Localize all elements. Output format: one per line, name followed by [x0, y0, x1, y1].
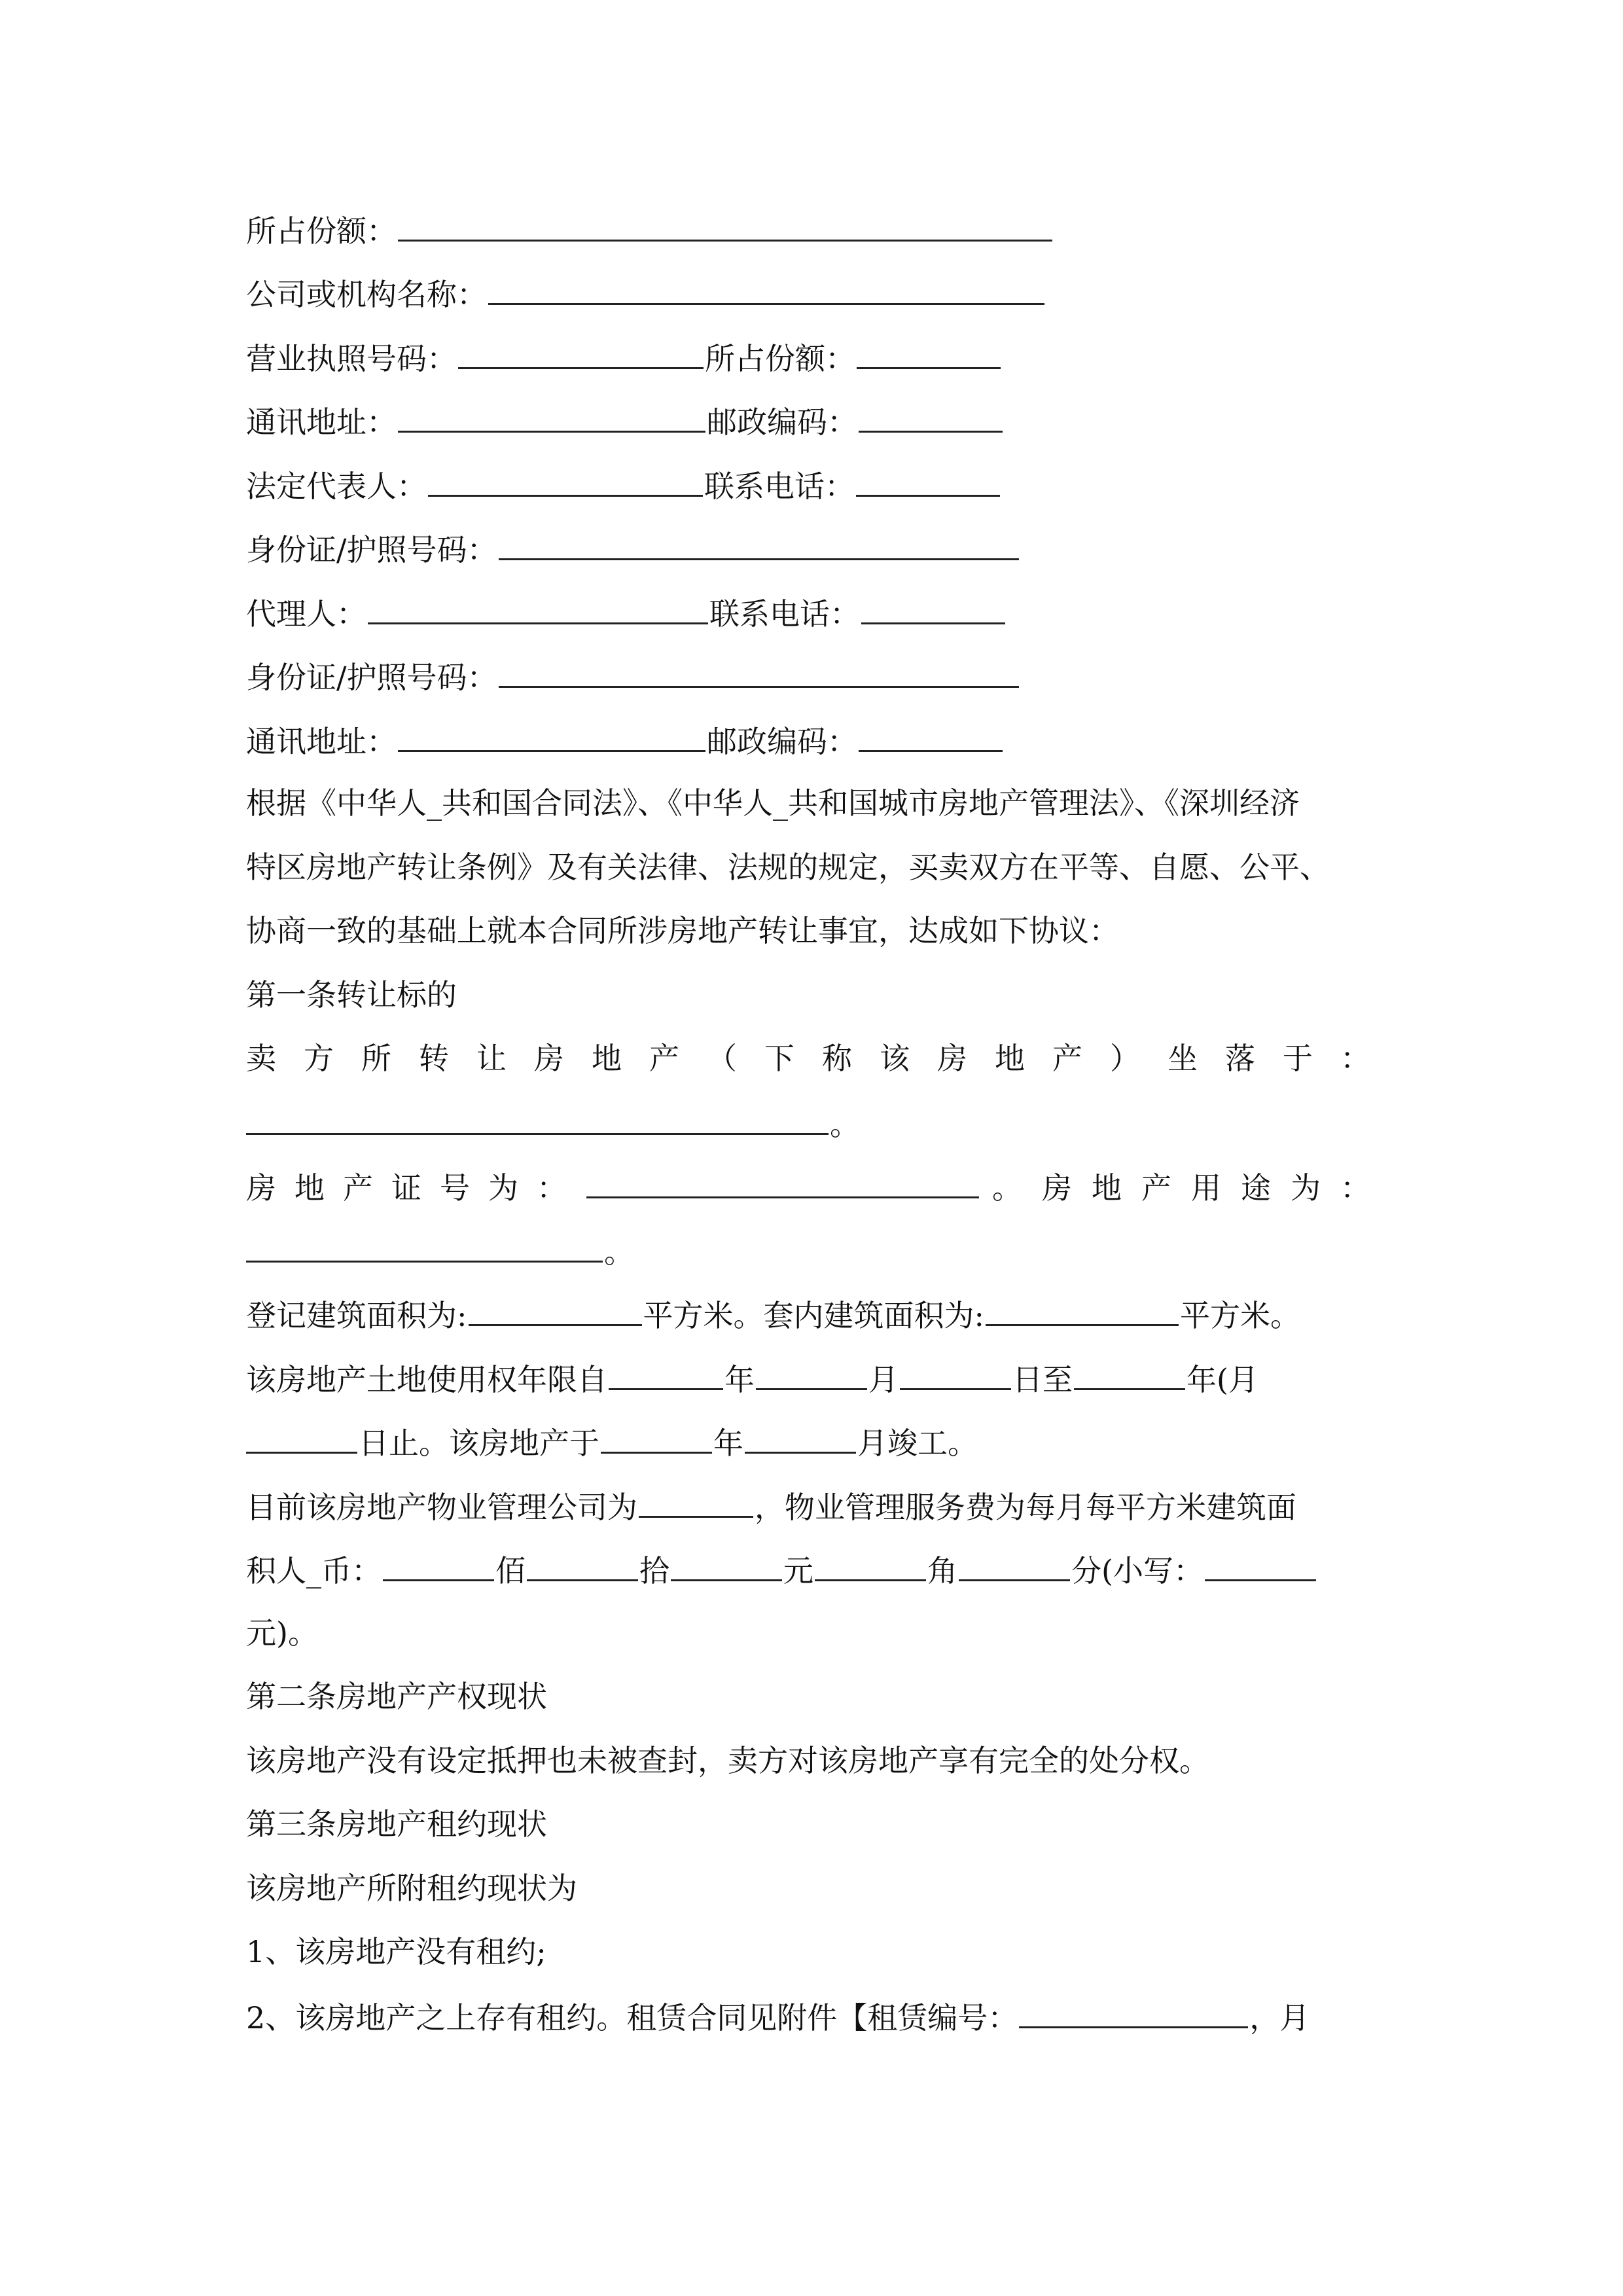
inner-area-blank[interactable]	[986, 1287, 1179, 1326]
lease-no-blank[interactable]	[1019, 1990, 1248, 2028]
preamble-line-3: 协商一致的基础上就本合同所涉房地产转让事宜，达成如下协议：	[246, 913, 1119, 948]
share-label: 所占份额：	[246, 213, 397, 249]
fee-shi-blank[interactable]	[527, 1543, 638, 1581]
address-row-1	[246, 394, 1004, 446]
registered-area-label: 登记建筑面积为:	[246, 1298, 467, 1333]
agent-row	[246, 586, 1007, 638]
location-label: 卖方所转让房地产（下称该房地产）坐落于：	[246, 1041, 1398, 1076]
cert-label: 房地产证号为：	[246, 1170, 585, 1206]
built-month-text: 月竣工。	[857, 1426, 978, 1461]
fee-yuan-blank[interactable]	[671, 1543, 782, 1581]
article-2-title: 第二条房地产产权现状	[246, 1679, 547, 1714]
mgmt-label: 目前该房地产物业管理公司为	[246, 1490, 637, 1525]
phone-label-1: 联系电话：	[704, 469, 855, 504]
mgmt-company-blank[interactable]	[639, 1479, 753, 1518]
company-name-blank[interactable]	[488, 266, 1044, 305]
id-row-1	[246, 522, 1020, 574]
lease-label: 2、该房地产之上存有租约。租赁合同见附件【租赁编号：	[246, 2000, 1018, 2036]
postcode-label-2: 邮政编码：	[707, 724, 857, 759]
land-use-row	[246, 1352, 1258, 1404]
location-blank[interactable]	[246, 1096, 829, 1135]
fee-label: 积人_币：	[246, 1553, 382, 1588]
address-label-1: 通讯地址：	[246, 404, 397, 440]
registered-area-blank[interactable]	[469, 1287, 642, 1326]
id-blank-1[interactable]	[499, 522, 1019, 560]
fee-amount-blank[interactable]	[1205, 1543, 1316, 1581]
inner-area-label: 平方米。套内建筑面积为:	[643, 1298, 984, 1333]
use-period: 。	[604, 1234, 634, 1270]
built-year-text: 年	[713, 1426, 743, 1461]
land-end-day-blank[interactable]	[246, 1415, 357, 1454]
address-blank-2[interactable]	[398, 713, 705, 752]
address-row-2	[246, 713, 1004, 766]
company-name-label: 公司或机构名称：	[246, 277, 487, 312]
day-to-text: 日至	[1012, 1362, 1073, 1397]
article-3-item-2	[246, 1990, 1310, 2042]
agent-blank[interactable]	[368, 586, 708, 624]
id-label-1: 身份证/护照号码：	[246, 532, 497, 567]
land-start-month-blank[interactable]	[756, 1352, 867, 1390]
phone-blank-2[interactable]	[861, 586, 1005, 624]
id-label-2: 身份证/护照号码：	[246, 660, 497, 695]
year-month-text: 年(月	[1186, 1362, 1258, 1397]
article-3-title: 第三条房地产租约现状	[246, 1806, 547, 1842]
location-row	[246, 1096, 860, 1149]
mgmt-fee-text: ，物业管理服务费为每月每平方米建筑面	[755, 1490, 1296, 1525]
legal-rep-row	[246, 458, 1001, 511]
lease-end-text: ，月	[1249, 2000, 1310, 2036]
fee-jiao-blank[interactable]	[815, 1543, 926, 1581]
id-blank-2[interactable]	[499, 649, 1019, 688]
article-1-title: 第一条转让标的	[246, 977, 457, 1013]
built-year-blank[interactable]	[601, 1415, 712, 1454]
company-name-row	[246, 266, 1046, 319]
license-row	[246, 331, 1002, 383]
area-row	[246, 1287, 1300, 1340]
fee-end: 元)。	[246, 1615, 318, 1651]
land-end-row	[246, 1415, 978, 1467]
share-blank[interactable]	[398, 203, 1052, 242]
fee-fen-text: 分(小写：	[1071, 1553, 1204, 1588]
fee-row	[246, 1543, 1317, 1595]
fee-yuan-text: 元	[783, 1553, 813, 1588]
share-blank-2[interactable]	[857, 331, 1001, 369]
use-label: 。房地产用途为：	[992, 1170, 1390, 1206]
fee-jiao-text: 角	[927, 1553, 957, 1588]
use-blank[interactable]	[246, 1224, 603, 1263]
address-blank-1[interactable]	[398, 394, 705, 433]
cert-blank[interactable]	[586, 1160, 979, 1198]
license-label: 营业执照号码：	[246, 341, 457, 376]
land-end-year-blank[interactable]	[1074, 1352, 1185, 1390]
postcode-label-1: 邮政编码：	[707, 404, 857, 440]
postcode-blank-2[interactable]	[859, 713, 1003, 752]
cert-row	[246, 1160, 1390, 1212]
phone-label-2: 联系电话：	[709, 596, 860, 632]
land-end-text: 日止。该房地产于	[359, 1426, 599, 1461]
fee-fen-blank[interactable]	[959, 1543, 1070, 1581]
fee-bai-text: 佰	[495, 1553, 526, 1588]
land-use-label: 该房地产土地使用权年限自	[246, 1362, 607, 1397]
preamble-line-1: 根据《中华人_共和国合同法》、《中华人_共和国城市房地产管理法》、《深圳经济	[246, 785, 1300, 821]
legal-rep-label: 法定代表人：	[246, 469, 427, 504]
month-text: 月	[868, 1362, 899, 1397]
share-label-2: 所占份额：	[705, 341, 855, 376]
agent-label: 代理人：	[246, 596, 366, 632]
license-blank[interactable]	[458, 331, 704, 369]
postcode-blank-1[interactable]	[859, 394, 1003, 433]
built-month-blank[interactable]	[745, 1415, 856, 1454]
sqm-unit: 平方米。	[1180, 1298, 1300, 1333]
land-start-day-blank[interactable]	[900, 1352, 1011, 1390]
id-row-2	[246, 649, 1020, 702]
share-field-row	[246, 203, 1054, 255]
use-row	[246, 1224, 634, 1276]
fee-shi-text: 拾	[639, 1553, 669, 1588]
legal-rep-blank[interactable]	[428, 458, 703, 497]
location-period: 。	[830, 1107, 860, 1142]
article-3-intro: 该房地产所附租约现状为	[246, 1871, 577, 1906]
phone-blank-1[interactable]	[856, 458, 1000, 497]
address-label-2: 通讯地址：	[246, 724, 397, 759]
fee-bai-blank[interactable]	[383, 1543, 494, 1581]
article-3-item-1: 1、该房地产没有租约;	[246, 1934, 546, 1969]
article-2-text: 该房地产没有设定抵押也未被查封，卖方对该房地产享有完全的处分权。	[246, 1743, 1209, 1778]
land-start-year-blank[interactable]	[609, 1352, 723, 1390]
mgmt-row	[246, 1479, 1296, 1532]
year-text: 年	[724, 1362, 755, 1397]
preamble-line-2: 特区房地产转让条例》及有关法律、法规的规定，买卖双方在平等、自愿、公平、	[246, 850, 1330, 885]
